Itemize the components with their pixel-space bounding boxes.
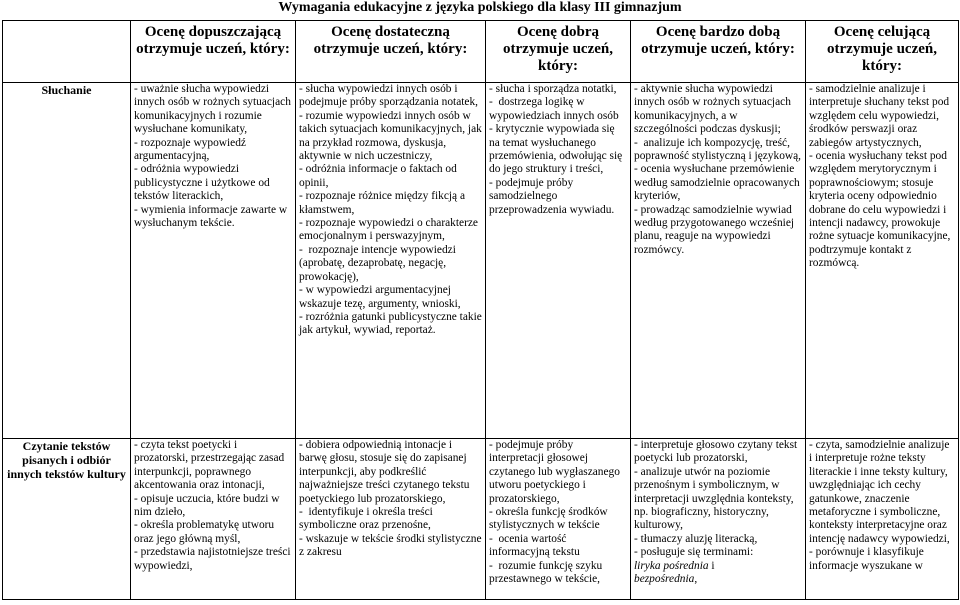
page-title: Wymagania edukacyjne z języka polskiego dla klasy III gimnazjum [278, 0, 682, 15]
requirement-text: - czyta tekst poetycki i prozatorski, przestrzegając zasad interpunkcji, poprawnego akcentowania oraz intonacji, - opisuje uczucia, które budzi w nim dzieło, - określa problematykę utworu oraz jego główną myśl, - przedstawia najistotniejsze treści wypowiedzi, [134, 439, 291, 572]
table-row [3, 439, 959, 600]
requirement-cell [486, 439, 631, 600]
requirement-cell [296, 83, 486, 439]
requirement-text: - słucha i sporządza notatki, - dostrzega logikę w wypowiedziach innych osób - krytycznie wypowiada się na temat wysłuchanego przemówienia, odwołując się do jego struktury i treści, - podejmuje próby samodzielnego przeprowadzenia wywiadu. [489, 83, 623, 216]
requirement-cell [486, 83, 631, 439]
column-header-celujaca: Ocenę celującą otrzymuje uczeń, który: [806, 21, 959, 83]
requirement-text: - uważnie słucha wypowiedzi innych osób w rożnych sytuacjach komunikacyjnych i rozumie wysłuchane komunikaty, - rozpoznaje wypowiedź argumentacyjną, - odróżnia wypowiedzi publicystyczne i użytkowe od tekstów literackich, - wymienia informacje zawarte w wysłuchanym tekście. [134, 83, 291, 230]
requirement-italic-terms [634, 560, 802, 587]
row-header-czytanie: Czytanie tekstów pisanych i odbiór innych tekstów kultury [3, 439, 131, 600]
requirement-text: - słucha wypowiedzi innych osób i podejmuje próby sporządzania notatek, - rozumie wypowiedzi innych osób w takich sytuacjach komunikacyjnych, jak na przykład rozmowa, dyskusja, aktywnie w nich uczestniczy, - odróżnia informacje o faktach od opinii, - rozpoznaje różnice między fikcją a kłamstwem, - rozpoznaje wypowiedzi o charakterze emocjonalnym i perswazyjnym, - rozpoznaje intencje wypowiedzi (aprobatę, dezaprobatę, negację, prowokację), - w wypowiedzi argumentacyjnej wskazuje tezę, argumenty, wnioski, - rozróżnia gatunki publicystyczne takie jak artykuł, wywiad, reportaż. [299, 83, 482, 337]
requirement-cell [296, 439, 486, 600]
column-header-bardzo-dobra: Ocenę bardzo dobą otrzymuje uczeń, który: [631, 21, 806, 83]
requirement-text: - dobiera odpowiednią intonacje i barwę głosu, stosuje się do zapisanej interpunkcji, aby podkreślić najważniejsze treści czytanego tekstu poetyckiego lub prozatorskiego, - identyfikuje i określa treści symboliczne oraz przenośne, - wskazuje w tekście środki stylistyczne z zakresu [299, 439, 482, 559]
row-header-sluchanie: Słuchanie [3, 83, 131, 439]
header-row [3, 21, 959, 83]
term-punctuation: , [694, 573, 698, 586]
requirement-cell [631, 83, 806, 439]
table-row [3, 83, 959, 439]
requirement-cell [806, 83, 959, 439]
requirement-text: - aktywnie słucha wypowiedzi innych osób w rożnych sytuacjach komunikacyjnych, a w szczególności podczas dyskusji; - analizuje ich kompozycję, treść, poprawność stylistyczną i językową, - ocenia wysłuchane przemówienie według samodzielnie opracowanych kryteriów, - prowadząc samodzielnie wywiad według przygotowanego wcześniej planu, reaguje na wypowiedzi rozmówcy. [634, 83, 802, 256]
term-connector: i [708, 559, 715, 572]
requirement-cell [131, 439, 296, 600]
requirement-text: - czyta, samodzielnie analizuje i interpretuje rożne teksty literackie i inne teksty kultury, uwzględniając ich cechy gatunkowe, znaczenie metaforyczne i symboliczne, konteksty interpretacyjne oraz intencję nadawcy wypowiedzi, - porównuje i klasyfikuje informacje wyszukane w [809, 439, 950, 572]
requirement-text: - interpretuje głosowo czytany tekst poetycki lub prozatorski, - analizuje utwór na poziomie przenośnym i symbolicznym, w interpretacji uwzględnia konteksty, np. biograficzny, historyczny, kulturowy, - tłumaczy aluzję literacką, - posługuje się terminami: [634, 439, 798, 559]
column-header-dobra: Ocenę dobrą otrzymuje uczeń, który: [486, 21, 631, 83]
requirement-text: - samodzielnie analizuje i interpretuje słuchany tekst pod względem celu wypowiedzi, środków perswazji oraz zabiegów artystycznych, - ocenia wysłuchany tekst pod względem merytorycznym i poprawnościowym; stosuje kryteria oceny odpowiednio dobrane do celu wypowiedzi i intencji nadawcy, prowokuje rożne sytuacje komunikacyjne, podtrzymuje kontakt z rozmówcą. [809, 83, 951, 270]
corner-cell [3, 21, 131, 83]
requirement-cell [131, 83, 296, 439]
requirement-cell [806, 439, 959, 600]
requirements-table [2, 20, 959, 600]
term-italic: bezpośrednia [634, 573, 695, 586]
requirement-text: - podejmuje próby interpretacji głosowej czytanego lub wygłaszanego utworu poetyckiego i prozatorskiego, - określa funkcję środków stylistycznych w tekście - ocenia wartość informacyjną tekstu - rozumie funkcję szyku przestawnego w tekście, [489, 439, 620, 586]
term-italic: liryka pośrednia [634, 559, 709, 572]
requirement-cell [631, 439, 806, 600]
column-header-dopuszczajaca: Ocenę dopuszczającą otrzymuje uczeń, który: [131, 21, 296, 83]
column-header-dostateczna: Ocenę dostateczną otrzymuje uczeń, który: [296, 21, 486, 83]
